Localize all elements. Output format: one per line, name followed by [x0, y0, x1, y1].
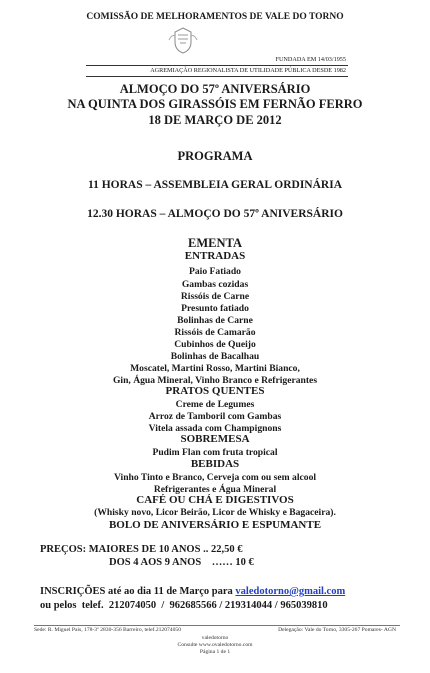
prato-item: Arroz de Tamboril com Gambas	[148, 411, 282, 422]
footer-page-number: Página 1 de 1	[199, 649, 231, 655]
entradas-heading: ENTRADAS	[184, 250, 246, 262]
bebidas-heading: BEBIDAS	[190, 458, 240, 470]
preco-criancas: DOS 4 AOS 9 ANOS …… 10 €	[109, 557, 254, 568]
title-line-1: ALMOÇO DO 57º ANIVERSÁRIO	[119, 82, 311, 96]
title-line-2: NA QUINTA DOS GIRASSÓIS EM FERNÃO FERRO	[67, 97, 363, 111]
founded-date: FUNDADA EM 14/03/1955	[275, 56, 346, 63]
prato-item: Creme de Legumes	[175, 399, 255, 410]
bebidas-line-1: Vinho Tinto e Branco, Cerveja com ou sem alcool	[113, 472, 317, 483]
inscricoes-line	[40, 586, 345, 597]
org-name: COMISSÃO DE MELHORAMENTOS DE VALE DO TORNO	[86, 12, 344, 22]
pratos-heading: PRATOS QUENTES	[165, 385, 265, 397]
footer-sede: Sede: R. Miguel Pais, 178-3º 2830-356 Barreiro, telef.212074050	[34, 627, 181, 633]
sobremesa-item: Pudim Flan com fruta tropical	[152, 447, 278, 458]
preco-maiores: PREÇOS: MAIORES DE 10 ANOS .. 22,50 €	[40, 544, 243, 555]
ementa-heading: EMENTA	[188, 236, 242, 250]
sobremesa-heading: SOBREMESA	[180, 433, 250, 445]
entrada-item: Bolinhas de Carne	[177, 315, 253, 326]
entrada-item: Bolinhas de Bacalhau	[170, 351, 260, 362]
entrada-drinks-2: Gin, Água Mineral, Vinho Branco e Refrigerantes	[112, 375, 318, 386]
entrada-item: Rissóis de Camarão	[174, 327, 256, 338]
footer-delegacao: Delegação: Vale do Torno, 3305-267 Pomares- AGN	[278, 627, 396, 633]
prato-item: Vitela assada com Champignons	[148, 423, 282, 434]
bolo-text: BOLO DE ANIVERSÁRIO E ESPUMANTE	[108, 519, 322, 531]
inscricoes-prefix: INSCRIÇÕES até ao dia 11 de Março para	[40, 586, 233, 597]
programa-item-1: 11 HORAS – ASSEMBLEIA GERAL ORDINÁRIA	[87, 179, 343, 191]
entrada-item: Rissóis de Carne	[180, 291, 250, 302]
cafe-heading: CAFÉ OU CHÁ E DIGESTIVOS	[136, 494, 294, 506]
bebidas-line-2: Refrigerantes e Água Mineral	[153, 484, 277, 495]
footer-divider	[34, 625, 400, 626]
programa-item-2: 12.30 HORAS – ALMOÇO DO 57º ANIVERSÁRIO	[87, 208, 343, 220]
programa-heading: PROGRAMA	[177, 149, 253, 163]
entrada-item: Cubinhos de Queijo	[174, 339, 256, 350]
cafe-detail: (Whisky novo, Licor Beirão, Licor de Whisky e Bagaceira).	[94, 507, 336, 518]
header-divider	[86, 65, 348, 66]
footer-website[interactable]: Consulte www.ovaledotorno.com	[177, 642, 253, 648]
entrada-item: Paio Fatiado	[189, 266, 241, 277]
title-line-3: 18 DE MARÇO DE 2012	[148, 113, 282, 127]
entrada-item: Presunto fatiado	[181, 303, 249, 314]
header-divider-2	[86, 76, 348, 77]
footer-email: valedotorno	[201, 635, 229, 641]
entrada-drinks-1: Moscatel, Martini Rosso, Martini Bianco,	[130, 363, 300, 374]
phone-numbers: ou pelos telef. 212074050 / 962685566 / 219314044 / 965039810	[40, 600, 328, 611]
entrada-item: Gambas cozidas	[181, 279, 249, 290]
agremiacao-text: AGREMIAÇÃO REGIONALISTA DE UTILIDADE PÚBLICA DESDE 1982	[150, 67, 346, 74]
email-link[interactable]: valedotorno@gmail.com	[235, 586, 346, 597]
crest-logo-icon	[163, 26, 203, 54]
